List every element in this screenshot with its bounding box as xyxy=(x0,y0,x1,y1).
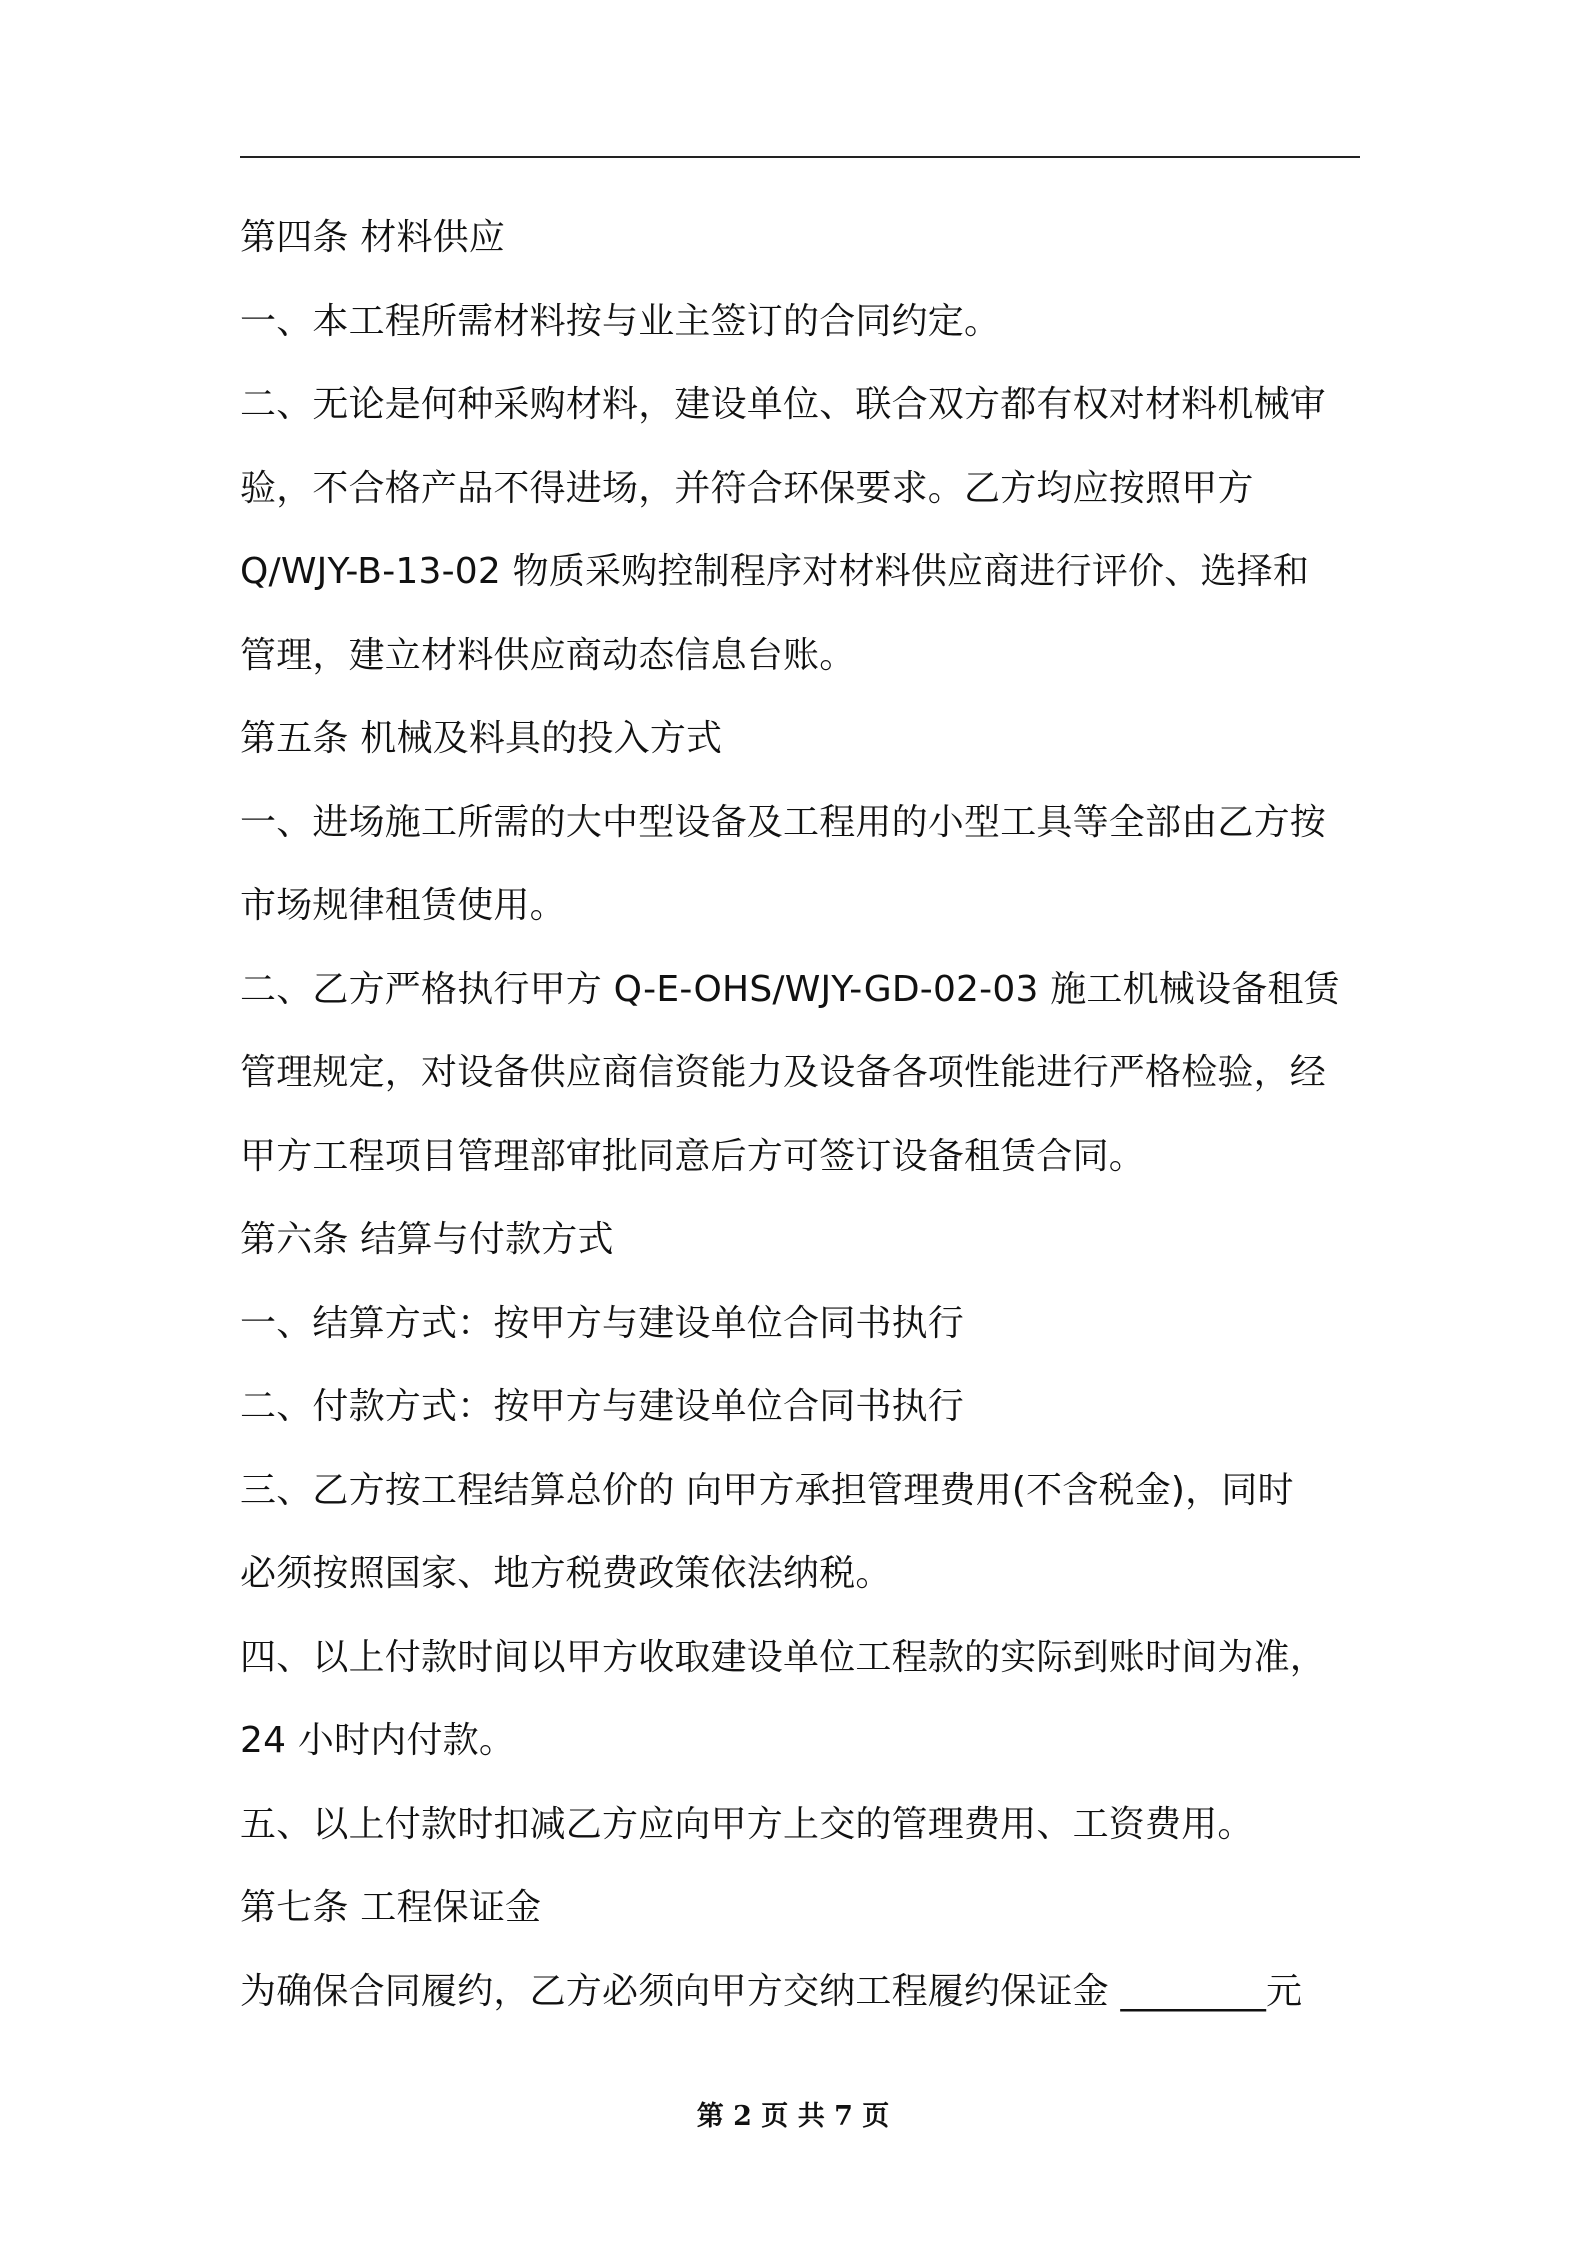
header-divider xyxy=(240,156,1360,158)
paragraph-line: 一、结算方式：按甲方与建设单位合同书执行 xyxy=(240,1302,965,1344)
paragraph-line: 为确保合同履约，乙方必须向甲方交纳工程履约保证金 ________元 xyxy=(240,1970,1303,2012)
paragraph-line: 必须按照国家、地方税费政策依法纳税。 xyxy=(240,1553,892,1594)
paragraph-line: 四、以上付款时间以甲方收取建设单位工程款的实际到账时间为准， xyxy=(240,1636,1327,1678)
paragraph-line: 二、付款方式：按甲方与建设单位合同书执行 xyxy=(240,1386,965,1427)
paragraph-line: 三、乙方按工程结算总价的 向甲方承担管理费用(不含税金)，同时 xyxy=(240,1469,1294,1511)
document-body xyxy=(240,196,1360,2033)
paragraph-line: 甲方工程项目管理部审批同意后方可签订设备租赁合同。 xyxy=(240,1135,1146,1177)
page-number-footer: 第 2 页 共 7 页 xyxy=(696,2101,890,2132)
paragraph-line: 一、进场施工所需的大中型设备及工程用的小型工具等全部由乙方按 xyxy=(240,801,1327,843)
section-heading-article-5: 第五条 机械及料具的投入方式 xyxy=(240,718,723,759)
paragraph-line: 管理规定，对设备供应商信资能力及设备各项性能进行严格检验，经 xyxy=(240,1052,1327,1093)
section-heading-article-7: 第七条 工程保证金 xyxy=(240,1887,542,1928)
paragraph-line: 市场规律租赁使用。 xyxy=(240,885,566,926)
paragraph-line: 二、无论是何种采购材料，建设单位、联合双方都有权对材料机械审 xyxy=(240,384,1327,425)
paragraph-line: 验，不合格产品不得进场，并符合环保要求。乙方均应按照甲方 xyxy=(240,467,1254,509)
paragraph-line: 二、乙方严格执行甲方 Q-E-OHS/WJY-GD-02-03 施工机械设备租赁 xyxy=(240,968,1340,1010)
section-heading-article-6: 第六条 结算与付款方式 xyxy=(240,1219,614,1260)
paragraph-line: 五、以上付款时扣减乙方应向甲方上交的管理费用、工资费用。 xyxy=(240,1803,1254,1845)
paragraph-line: 24 小时内付款。 xyxy=(240,1720,516,1761)
paragraph-line: 一、本工程所需材料按与业主签订的合同约定。 xyxy=(240,300,1001,342)
paragraph-line: 管理，建立材料供应商动态信息台账。 xyxy=(240,634,856,676)
paragraph-line: Q/WJY-B-13-02 物质采购控制程序对材料供应商进行评价、选择和 xyxy=(240,551,1310,592)
section-heading-article-4: 第四条 材料供应 xyxy=(240,217,506,258)
